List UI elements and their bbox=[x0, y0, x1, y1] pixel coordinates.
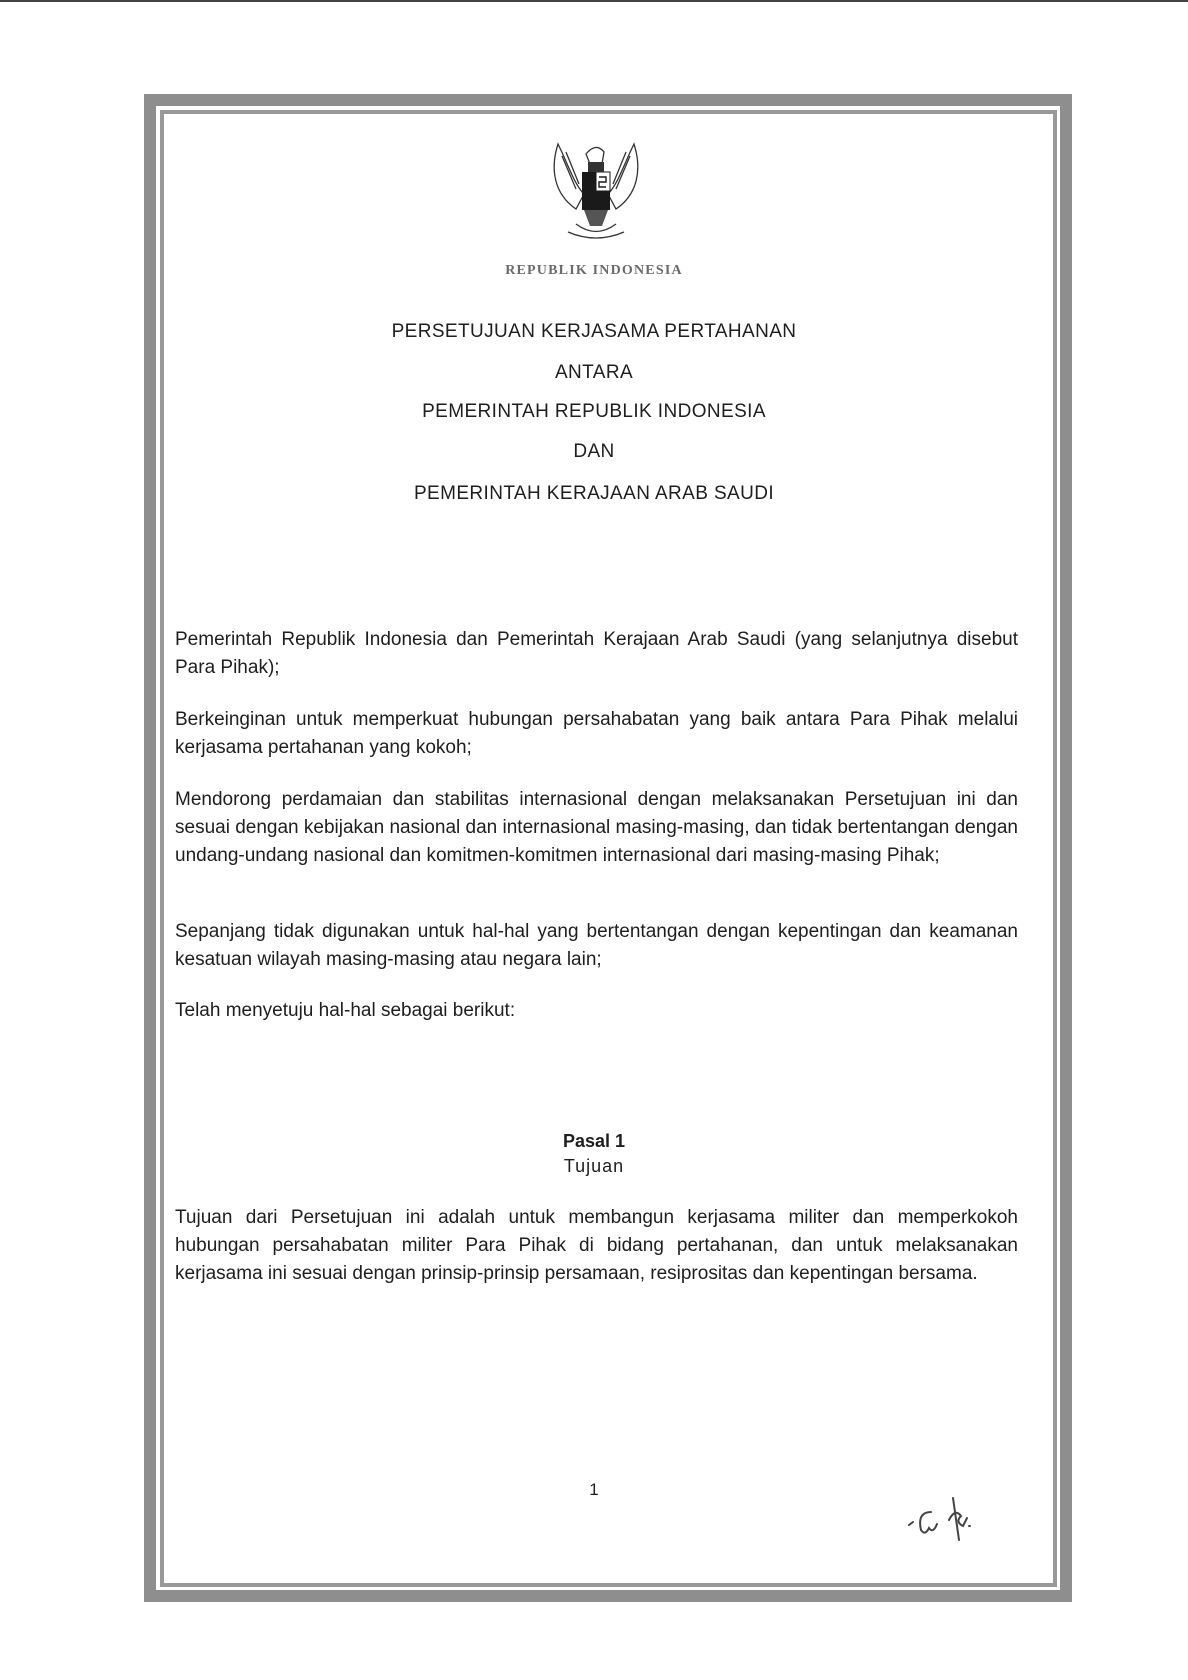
title-line-2: ANTARA bbox=[554, 362, 634, 383]
article-body: Tujuan dari Persetujuan ini adalah untuk membangun kerjasama militer dan memperkokoh hubungan persahabatan militer Para Pihak di bidang pertahanan, dan untuk melaksanakan kerjasama ini sesuai dengan prinsip-prinsip persamaan, resiprositas dan kepentingan bersama. bbox=[175, 1207, 1018, 1284]
preamble-paragraph-5: Telah menyetuju hal-hal sebagai berikut: bbox=[175, 1000, 516, 1021]
country-heading: REPUBLIK INDONESIA bbox=[505, 263, 683, 278]
scan-edge-line bbox=[0, 0, 1188, 2]
title-line-1: PERSETUJUAN KERJASAMA PERTAHANAN bbox=[391, 321, 797, 342]
article-number: Pasal 1 bbox=[562, 1131, 626, 1151]
garuda-emblem-icon bbox=[546, 134, 646, 246]
title-line-3: PEMERINTAH REPUBLIK INDONESIA bbox=[422, 401, 766, 422]
page-number: 1 bbox=[589, 1480, 599, 1499]
preamble-paragraph-4: Sepanjang tidak digunakan untuk hal-hal yang bertentangan dengan kepentingan dan keamanan kesatuan wilayah masing-masing atau negara lain; bbox=[175, 921, 1018, 970]
preamble-paragraph-2: Berkeinginan untuk memperkuat hubungan persahabatan yang baik antara Para Pihak melalui kerjasama pertahanan yang kokoh; bbox=[175, 709, 1018, 758]
title-line-4: DAN bbox=[573, 441, 615, 462]
initials-signature-icon bbox=[905, 1490, 995, 1550]
preamble-paragraph-3: Mendorong perdamaian dan stabilitas internasional dengan melaksanakan Persetujuan ini dan sesuai dengan kebijakan nasional dan internasional masing-masing, dan tidak bertentangan dengan undang-undang nasional dan komitmen-komitmen internasional dari masing-masing Pihak; bbox=[175, 789, 1018, 866]
title-line-5: PEMERINTAH KERAJAAN ARAB SAUDI bbox=[413, 483, 775, 504]
article-heading: Tujuan bbox=[563, 1156, 625, 1176]
preamble-paragraph-1: Pemerintah Republik Indonesia dan Pemerintah Kerajaan Arab Saudi (yang selanjutnya disebut Para Pihak); bbox=[175, 629, 1018, 678]
